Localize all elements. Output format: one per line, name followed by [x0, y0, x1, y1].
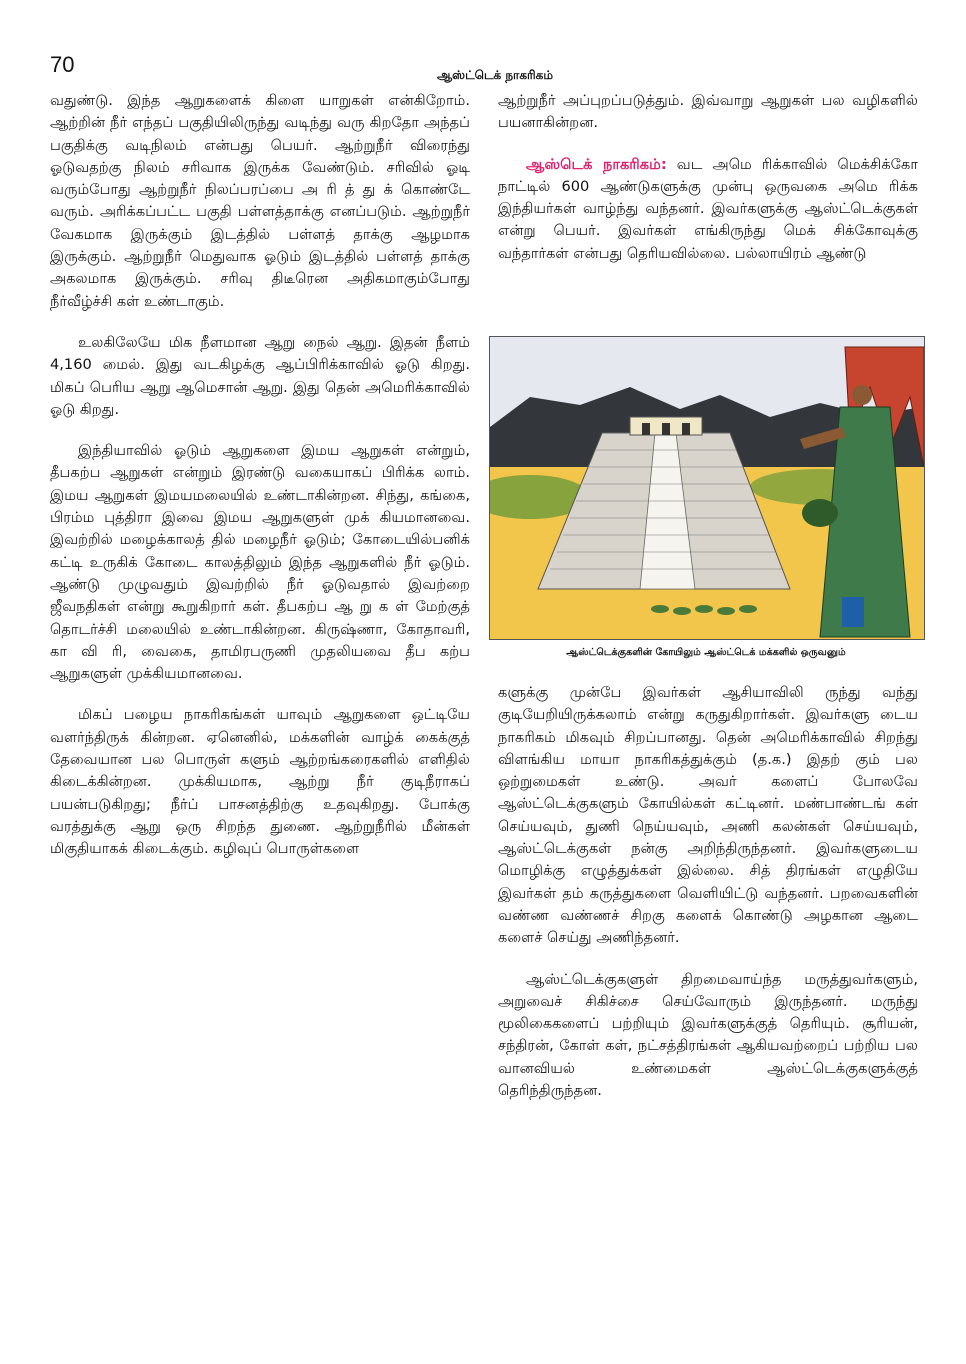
paragraph-aztec-culture: களுக்கு முன்பே இவர்கள் ஆசியாவிலி ருந்து வந்து குடியேறியிருக்கலாம் என்று கருதுகிறார்கள். இவர்களு டைய நாகரிகம் மிகவும் சிறப்பானது. தென் அமெரிக்காவில் சிறந்து விளங்கிய மாயா நாகரிகத்துக்கும் (த.க.) இதற் கும் பல ஒற்றுமைகள் உண்டு. அவர் களைப் போலவே ஆஸ்ட்டெக்குகளும் கோயில்கள் கட்டினர். மண்பாண்டங் கள் செய்யவும், துணி நெய்யவும், அணி கலன்கள் செய்யவும், ஆஸ்ட்டெக்குகள் நன்கு அறிந்திருந்தனர். இவர்களுடைய மொழிக்கு எழுத்துக்கள் இல்லை. சித் திரங்கள் எழுதியே இவர்கள் தம் கருத்துகளை வெளியிட்டு வந்தனர். பறவைகளின் வண்ண வண்ணச் சிறகு களைக் கொண்டு அழகான ஆடை களைச் செய்து அணிந்தனர். — [498, 684, 918, 947]
right-column-bottom — [498, 682, 918, 1102]
page-number: 70 — [50, 52, 75, 77]
left-column — [50, 90, 470, 861]
paragraph-aztec-intro — [498, 154, 918, 265]
aztec-temple-illustration — [489, 336, 925, 640]
right-column-top — [498, 90, 918, 265]
paragraph-indian-rivers: இந்தியாவில் ஓடும் ஆறுகளை இமய ஆறுகள் என்றும், தீபகற்ப ஆறுகள் என்றும் இரண்டு வகையாகப் பிரிக்க லாம். இமய ஆறுகள் இமயமலையில் உண்டாகின்றன. சிந்து, கங்கை, பிரம்ம புத்திரா இவை இமய ஆறுகளுள் முக் கியமானவை. இவற்றில் மழைக்காலத் தில் மழைநீர் ஓடும்; கோடையில்பனிக் கட்டி உருகிக் கோடை காலத்திலும் இந்த ஆறுகளில் நீர் ஓடும். ஆண்டு முழுவதும் இவற்றில் நீர் ஓடுவதால் இவற்றை ஜீவநதிகள் என்று கூறுகிறார் கள். தீபகற்ப ஆ று க ள் மேற்குத் தொடர்ச்சி மலையில் உண்டாகின்றன. கிருஷ்ணா, கோதாவரி, கா வி ரி, வைகை, தாமிரபருணி முதலியவை தீப கற்ப ஆறுகளுள் முக்கியமானவை. — [50, 442, 470, 683]
illustration-svg — [490, 337, 924, 639]
paragraph-longest-river: உலகிலேயே மிக நீளமான ஆறு நைல் ஆறு. இதன் நீளம் 4,160 மைல். இது வடகிழக்கு ஆப்பிரிக்காவில் ஓடு கிறது. மிகப் பெரிய ஆறு ஆமெசான் ஆறு. இது தென் அமெரிக்காவில் ஓடு கிறது. — [50, 333, 470, 418]
running-title: ஆஸ்ட்டெக் நாகரிகம் — [437, 68, 553, 82]
section-heading: ஆஸ்டெக் நாகரிகம்: — [526, 155, 667, 173]
paragraph-tributaries: வதுண்டு. இந்த ஆறுகளைக் கிளை யாறுகள் என்கிறோம். ஆற்றின் நீர் எந்தப் பகுதியிலிருந்து வடிந்து வரு கிறதோ அந்தப் பகுதிக்கு வடிநிலம் என்பது பெயர். ஆற்றுநீர் விரைந்து ஓடுவதற்கு நிலம் சரிவாக இருக்க வேண்டும். சரிவில் ஓடி வரும்போது ஆற்றுநீர் நிலப்பரப்பை அ ரி த் து க் கொண்டே வரும். அரிக்கப்பட்ட பகுதி பள்ளத்தாக்கு எனப்படும். ஆற்றுநீர் வேகமாக இருக்கும் இடத்தில் பள்ளத் தாக்கு ஆழமாக இருக்கும். ஆற்றுநீர் மெதுவாக ஓடும் இடத்தில் பள்ளத் தாக்கு அகலமாக இருக்கும். சரிவு திடீரென அதிகமாகும்போது நீர்வீழ்ச்சி கள் உண்டாகும். — [50, 92, 470, 310]
paragraph-civilisations: மிகப் பழைய நாகரிகங்கள் யாவும் ஆறுகளை ஒட்டியே வளர்ந்திருக் கின்றன. ஏனெனில், மக்களின் வாழ்க் கைக்குத் தேவையான பல பொருள் களும் ஆற்றங்கரைகளில் எளிதில் கிடைக்கின்றன. முக்கியமாக, ஆற்று நீர் குடிநீராகப் பயன்படுகிறது; நீர்ப் பாசனத்திற்கு உதவுகிறது. போக்கு வரத்துக்கு ஆறு ஒரு சிறந்த துணை. ஆற்றுநீரில் மீன்கள் மிகுதியாகக் கிடைக்கும். கழிவுப் பொருள்களை — [50, 706, 470, 858]
figure-caption: ஆஸ்ட்டெக்குகளின் கோயிலும் ஆஸ்ட்டெக் மக்களில் ஒருவனும் — [566, 647, 846, 658]
paragraph-river-uses: ஆற்றுநீர் அப்புறப்படுத்தும். இவ்வாறு ஆறுகள் பல வழிகளில் பயனாகின்றன. — [498, 92, 918, 132]
paragraph-aztec-intro-text: வட அமெ ரிக்காவில் மெக்சிக்கோ நாட்டில் 600 ஆண்டுகளுக்கு முன்பு ஒருவகை அமெ ரிக்க இந்தியர்கள் வாழ்ந்து வந்தனர். இவர்களுக்கு ஆஸ்ட்டெக்குகள் என்று பெயர். இவர்கள் எங்கிருந்து மெக் சிக்கோவுக்கு வந்தார்கள் என்பது தெரியவில்லை. பல்லாயிரம் ஆண்டு — [498, 155, 919, 262]
paragraph-aztec-science: ஆஸ்ட்டெக்குகளுள் திறமைவாய்ந்த மருத்துவர்களும், அறுவைச் சிகிச்சை செய்வோரும் இருந்தனர். மருந்து மூலிகைகளைப் பற்றியும் இவர்களுக்குத் தெரியும். சூரியன், சந்திரன், கோள் கள், நட்சத்திரங்கள் ஆகியவற்றைப் பற்றிய பல வானவியல் உண்மைகள் ஆஸ்ட்டெக்குகளுக்குத் தெரிந்திருந்தன. — [498, 970, 918, 1100]
